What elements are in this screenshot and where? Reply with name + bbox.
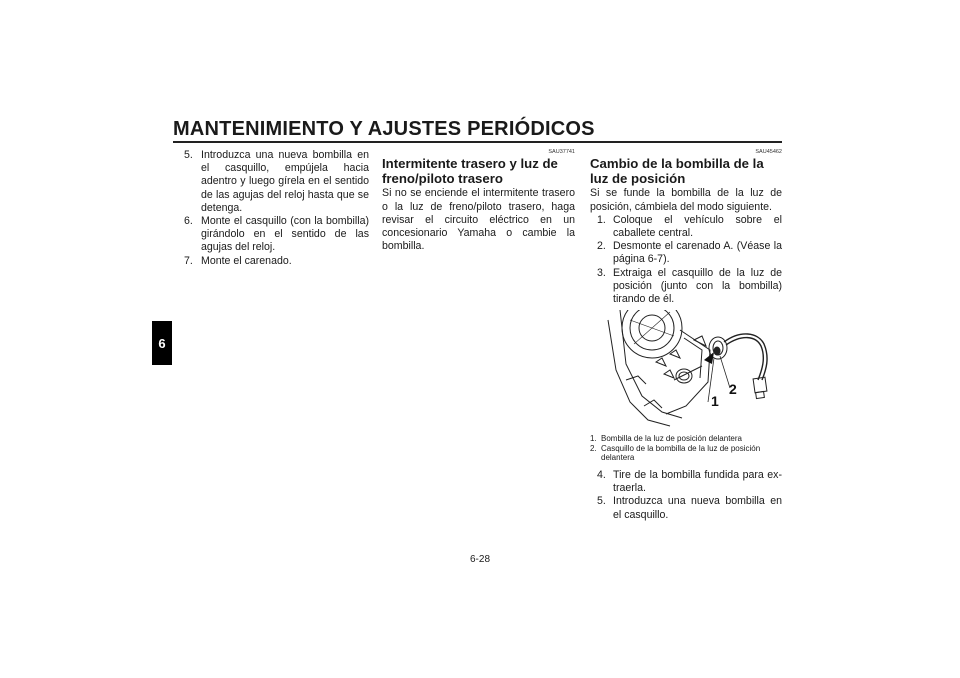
step-text: Extraiga el casquillo de la luz de posición (junto con la bombilla) tirando de él. — [613, 266, 782, 306]
step-item — [590, 267, 782, 307]
step-text: Tire de la bombilla fundida para extraerla. — [613, 469, 782, 495]
step-text: Introduzca una nueva bombilla en el casquillo. — [613, 495, 782, 521]
step-number: 7. — [184, 254, 193, 267]
step-text: Monte el carenado. — [201, 254, 292, 267]
section-code: SAU45462 — [755, 149, 782, 155]
header-rule — [173, 141, 782, 143]
section-body: Si no se enciende el intermitente trasero o la luz de freno/piloto trasero, haga revisar el circuito eléctrico en un concesionario Yamaha o cambie la bombilla. — [382, 187, 575, 253]
step-text: Introduzca una nueva bombilla en el casquillo, empújela hacia adentro y luego gírela en el sentido de las agujas del reloj hasta que se detenga. — [201, 149, 369, 214]
section-heading: Intermitente trasero y luz de freno/piloto trasero — [382, 156, 558, 187]
caption-item — [590, 434, 782, 444]
column-1 — [184, 149, 369, 268]
step-number: 4. — [597, 469, 606, 482]
section-heading: Cambio de la bombilla de la luz de posición — [590, 156, 764, 187]
column-2 — [382, 149, 575, 253]
step-item — [590, 214, 782, 240]
step-item — [590, 495, 782, 521]
figure-label-2: 2 — [729, 381, 737, 398]
step-item — [590, 240, 782, 266]
step-text: Desmonte el carenado A. (Véase la página 6-7). — [613, 240, 782, 266]
step-item — [590, 469, 782, 495]
step-number: 1. — [597, 213, 606, 226]
step-item — [184, 255, 369, 268]
step-list-col3-continued — [590, 469, 782, 522]
figure-captions — [590, 434, 782, 463]
step-item — [184, 149, 369, 215]
step-number: 2. — [597, 240, 606, 253]
step-list-col3 — [590, 214, 782, 306]
column-3 — [590, 149, 782, 522]
section-code: SAU37741 — [548, 149, 575, 155]
step-number: 6. — [184, 215, 193, 228]
step-number: 5. — [597, 495, 606, 508]
caption-number: 1. — [590, 434, 597, 444]
figure-label-1: 1 — [711, 393, 719, 410]
bulb-socket-illustration — [590, 310, 782, 428]
step-number: 3. — [597, 266, 606, 279]
step-number: 5. — [184, 149, 193, 161]
step-list-col1 — [184, 149, 369, 268]
step-text: Monte el casquillo (con la bombilla) girándolo en el sentido de las agujas del reloj. — [201, 215, 369, 254]
caption-text: Bombilla de la luz de posición delantera — [601, 434, 742, 444]
chapter-tab: 6 — [152, 321, 172, 365]
caption-number: 2. — [590, 443, 597, 453]
page-number: 6-28 — [469, 554, 490, 565]
caption-text: Casquillo de la bombilla de la luz de posición delantera — [601, 443, 761, 463]
step-item — [184, 215, 369, 255]
page-title: MANTENIMIENTO Y AJUSTES PERIÓDICOS — [173, 118, 595, 140]
step-text: Coloque el vehículo sobre el caballete central. — [613, 213, 782, 240]
section-intro: Si se funde la bombilla de la luz de posición, cámbiela del modo siguiente. — [590, 187, 782, 213]
caption-item — [590, 444, 782, 463]
